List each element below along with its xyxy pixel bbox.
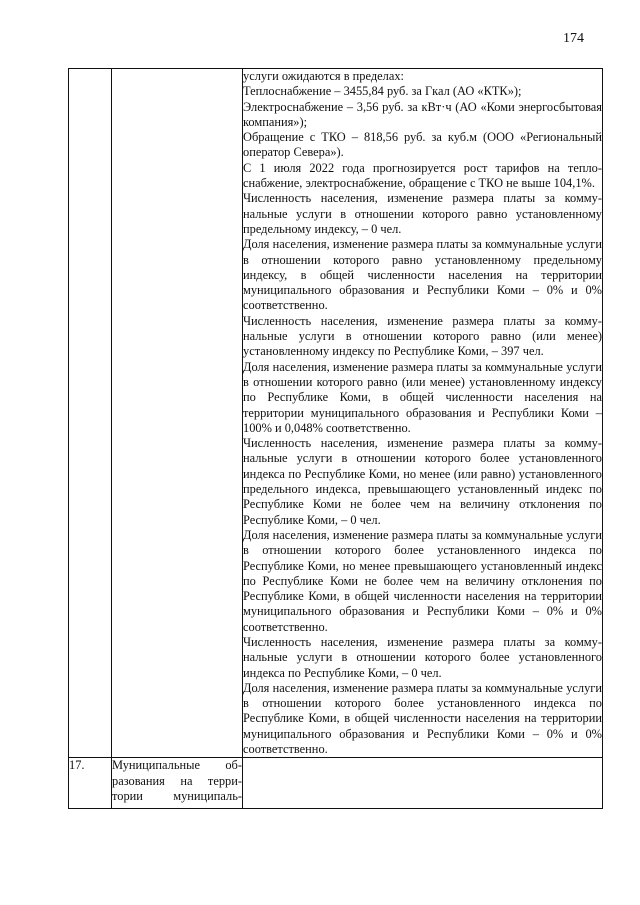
- page-number: 174: [563, 31, 584, 46]
- paragraph: Доля населения, изменение размера платы за коммунальные услуги в отношении которого равно (или менее) установленному индексу по Республике Коми, в общей численности населения на территории муниципального образования и Республики Коми – 100% и 0,048% соответственно.: [243, 359, 602, 435]
- row-number: 17.: [69, 758, 112, 809]
- document-table: [68, 68, 603, 809]
- paragraph: Численность населения, изменение размера платы за коммунальные услуги в отношении которого более установленного индекса по Республике Коми, но менее (или равно) установленного предельного индекса, превышающего установленный индекс по Республике Коми не более чем на величину отклонения по Республике Коми, – 0 чел.: [243, 436, 602, 527]
- paragraph: Доля населения, изменение размера платы за коммунальные услуги в отношении которого равно установленному предельному индексу, в общей численности населения на территории муниципального образования и Республики Коми – 0% и 0% соответственно.: [243, 237, 602, 313]
- paragraph: Электроснабжение – 3,56 руб. за кВт·ч (АО «Коми энергосбытовая компания»);: [243, 99, 602, 129]
- table-row: [69, 69, 603, 758]
- name-cell: [112, 758, 243, 809]
- paragraph: Доля населения, изменение размера платы за коммунальные услуги в отношении которого более установленного индекса по Республике Коми, но менее превышающего установленный индекс по Республике Коми не более чем на величину отклонения по Республике Коми, в общей численности населения на территории муниципального образования и Республики Коми – 0% и 0% соответственно.: [243, 527, 602, 634]
- description-cell: [243, 69, 603, 758]
- paragraph: Численность населения, изменение размера платы за коммунальные услуги в отношении которого более установленного индекса по Республике Коми, – 0 чел.: [243, 634, 602, 680]
- paragraph: Численность населения, изменение размера платы за коммунальные услуги в отношении которого равно (или менее) установленному индексу по Республике Коми, – 397 чел.: [243, 313, 602, 359]
- paragraph: С 1 июля 2022 года прогнозируется рост тарифов на теплоснабжение, электроснабжение, обращение с ТКО не выше 104,1%.: [243, 160, 602, 191]
- paragraph: Доля населения, изменение размера платы за коммунальные услуги в отношении которого более установленного индекса по Республике Коми, в общей численности населения на территории муниципального образования и Республики Коми – 0% и 0% соответственно.: [243, 680, 602, 757]
- paragraph: Теплоснабжение – 3455,84 руб. за Гкал (АО «КТК»);: [243, 84, 522, 99]
- paragraph: услуги ожидаются в пределах:: [243, 69, 404, 83]
- name-cell: [112, 69, 243, 758]
- description-cell: [243, 758, 603, 809]
- paragraph: Численность населения, изменение размера платы за коммунальные услуги в отношении которого равно установленному предельному индексу, – 0 чел.: [243, 191, 602, 236]
- number-cell: [69, 69, 112, 758]
- row-name: Муниципальные образования на территории муниципаль-: [112, 758, 242, 803]
- table-row: [69, 758, 603, 809]
- paragraph: Обращение с ТКО – 818,56 руб. за куб.м (ООО «Региональный оператор Севера»).: [243, 130, 602, 160]
